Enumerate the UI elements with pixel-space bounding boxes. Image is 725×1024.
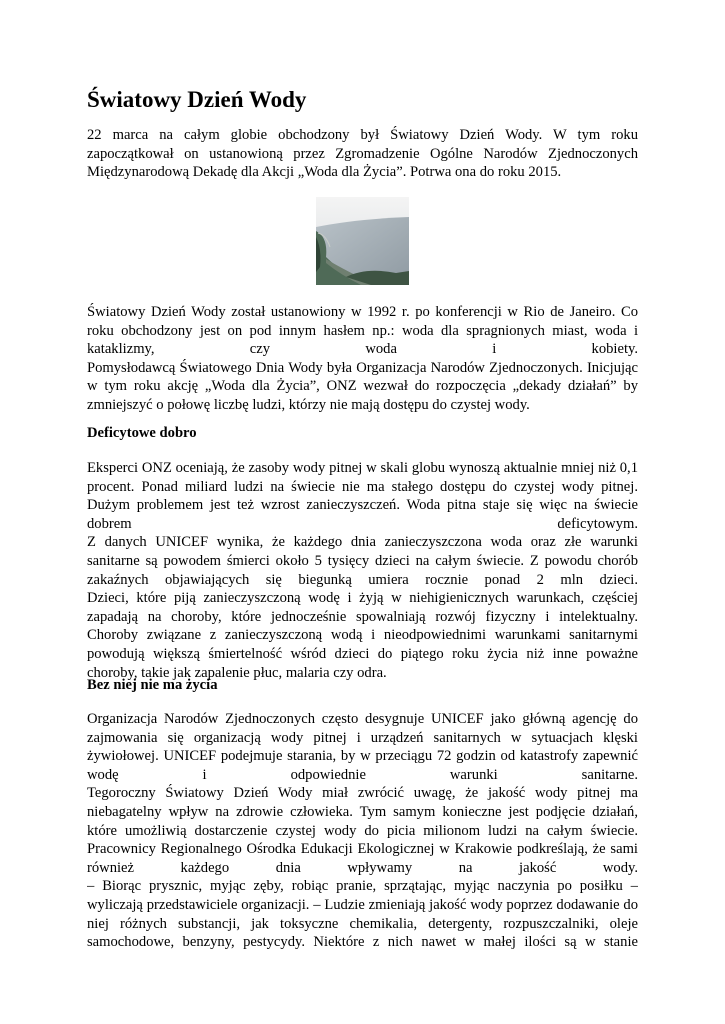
text-line: procent. Ponad miliard ludzi na świecie nie ma stałego dostępu do czystej wody pitnej. <box>87 478 638 495</box>
text-line: Organizacja Narodów Zjednoczonych często desygnuje UNICEF jako główną agencję do <box>87 711 638 727</box>
text-line: sanitarne są powodem śmierci około 5 tysięcy dzieci na całym świecie. Z powodu chorób <box>87 552 638 569</box>
text-line: zapoczątkował on ustanowioną przez Zgromadzenie Ogólne Narodów Zjednoczonych <box>87 145 638 162</box>
text-line: zajmowania się organizacją wody pitnej i urządzeń sanitarnych w sytuacjach klęski <box>87 729 638 746</box>
lake-aerial-photo-graphic <box>316 197 409 285</box>
text-line: Pomysłodawcą Światowego Dnia Wody była Organizacja Narodów Zjednoczonych. Inicjując <box>87 359 638 376</box>
text-line: Pracownicy Regionalnego Ośrodka Edukacji Ekologicznej w Krakowie podkreślają, że sami <box>87 841 638 858</box>
text-line: w tym roku akcję „Woda dla Życia”, ONZ wezwał do rozpoczęcia „dekady działań” by <box>87 378 638 395</box>
text-line: choroby, takie jak zapalenie płuc, malaria czy odra. <box>87 664 387 681</box>
page-title: Światowy Dzień Wody <box>87 87 307 112</box>
text-line: Dzieci, które piją zanieczyszczoną wodę i żyją w niehigienicznych warunkach, częściej <box>87 590 638 607</box>
text-line: dobrem deficytowym. <box>87 515 638 532</box>
text-line: Tegoroczny Światowy Dzień Wody miał zwrócić uwagę, że jakość wody pitnej ma <box>87 785 638 802</box>
text-line: Dużym problemem jest też wzrost zanieczyszczeń. Woda pitna staje się więc na świecie <box>87 497 638 514</box>
deficit-paragraph <box>87 459 638 682</box>
text-line: roku obchodzony jest on pod innym hasłem np.: woda dla spragnionych miast, woda i <box>87 322 638 339</box>
text-line: kataklizmy, czy woda i kobiety. <box>87 341 638 358</box>
text-line: Choroby związane z zanieczyszczoną wodą i nieodpowiednimi warunkami sanitarnymi <box>87 627 638 644</box>
intro-paragraph <box>87 126 638 182</box>
history-paragraph <box>87 303 638 415</box>
text-line: zapadają na choroby, które jednocześnie spowalniają rozwój fizyczny i intelektualny. <box>87 608 638 625</box>
text-line: samochodowe, benzyny, pestycydy. Niektóre z nich nawet w małej ilości są w stanie <box>87 934 638 951</box>
text-line: które umożliwią dostarczenie czystej wody do picia milionom ludzi na całym świecie. <box>87 822 638 839</box>
text-line: żywiołowej. UNICEF podejmuje starania, by w przeciągu 72 godzin od katastrofy zapewnić <box>87 748 638 765</box>
text-line: Z danych UNICEF wynika, że każdego dnia zanieczyszczona woda oraz złe warunki <box>87 534 638 551</box>
text-line: – Biorąc prysznic, myjąc zęby, robiąc pranie, sprzątając, myjąc naczynia po posiłku – <box>87 878 638 895</box>
text-line: powodują większą śmiertelność wśród dzieci do piątego roku życia niż inne poważne <box>87 645 638 662</box>
text-line: wodę i odpowiednie warunki sanitarne. <box>87 766 638 783</box>
section-heading-deficit: Deficytowe dobro <box>87 425 197 441</box>
text-line: Międzynarodową Dekadę dla Akcji „Woda dla Życia”. Potrwa ona do roku 2015. <box>87 164 562 181</box>
text-line: Eksperci ONZ oceniają, że zasoby wody pitnej w skali globu wynoszą aktualnie mniej niż 0,1 <box>87 460 638 476</box>
text-line: niebagatelny wpływ na zdrowie człowieka. Tym samym konieczne jest podjęcie działań, <box>87 803 638 820</box>
unicef-paragraph <box>87 710 638 952</box>
text-line: niej różnych substancji, jak toksyczne chemikalia, detergenty, rozpuszczalniki, oleje <box>87 915 638 932</box>
section-heading-no-life: Bez niej nie ma życia <box>87 677 218 693</box>
text-line: zmniejszyć o połowę liczbę ludzi, którzy nie mają dostępu do czystej wody. <box>87 396 530 413</box>
text-line: wyliczają przedstawiciele organizacji. – Ludzie zmieniają jakość wody poprzez dodawanie do <box>87 896 638 913</box>
text-line: 22 marca na całym globie obchodzony był Światowy Dzień Wody. W tym roku <box>87 127 638 143</box>
lake-aerial-photo <box>316 197 409 285</box>
text-line: Światowy Dzień Wody został ustanowiony w 1992 r. po konferencji w Rio de Janeiro. Co <box>87 304 638 320</box>
text-line: zakaźnych objawiających się biegunką umiera rocznie ponad 2 mln dzieci. <box>87 571 638 588</box>
text-line: również każdego dnia wpływamy na jakość wody. <box>87 859 638 876</box>
